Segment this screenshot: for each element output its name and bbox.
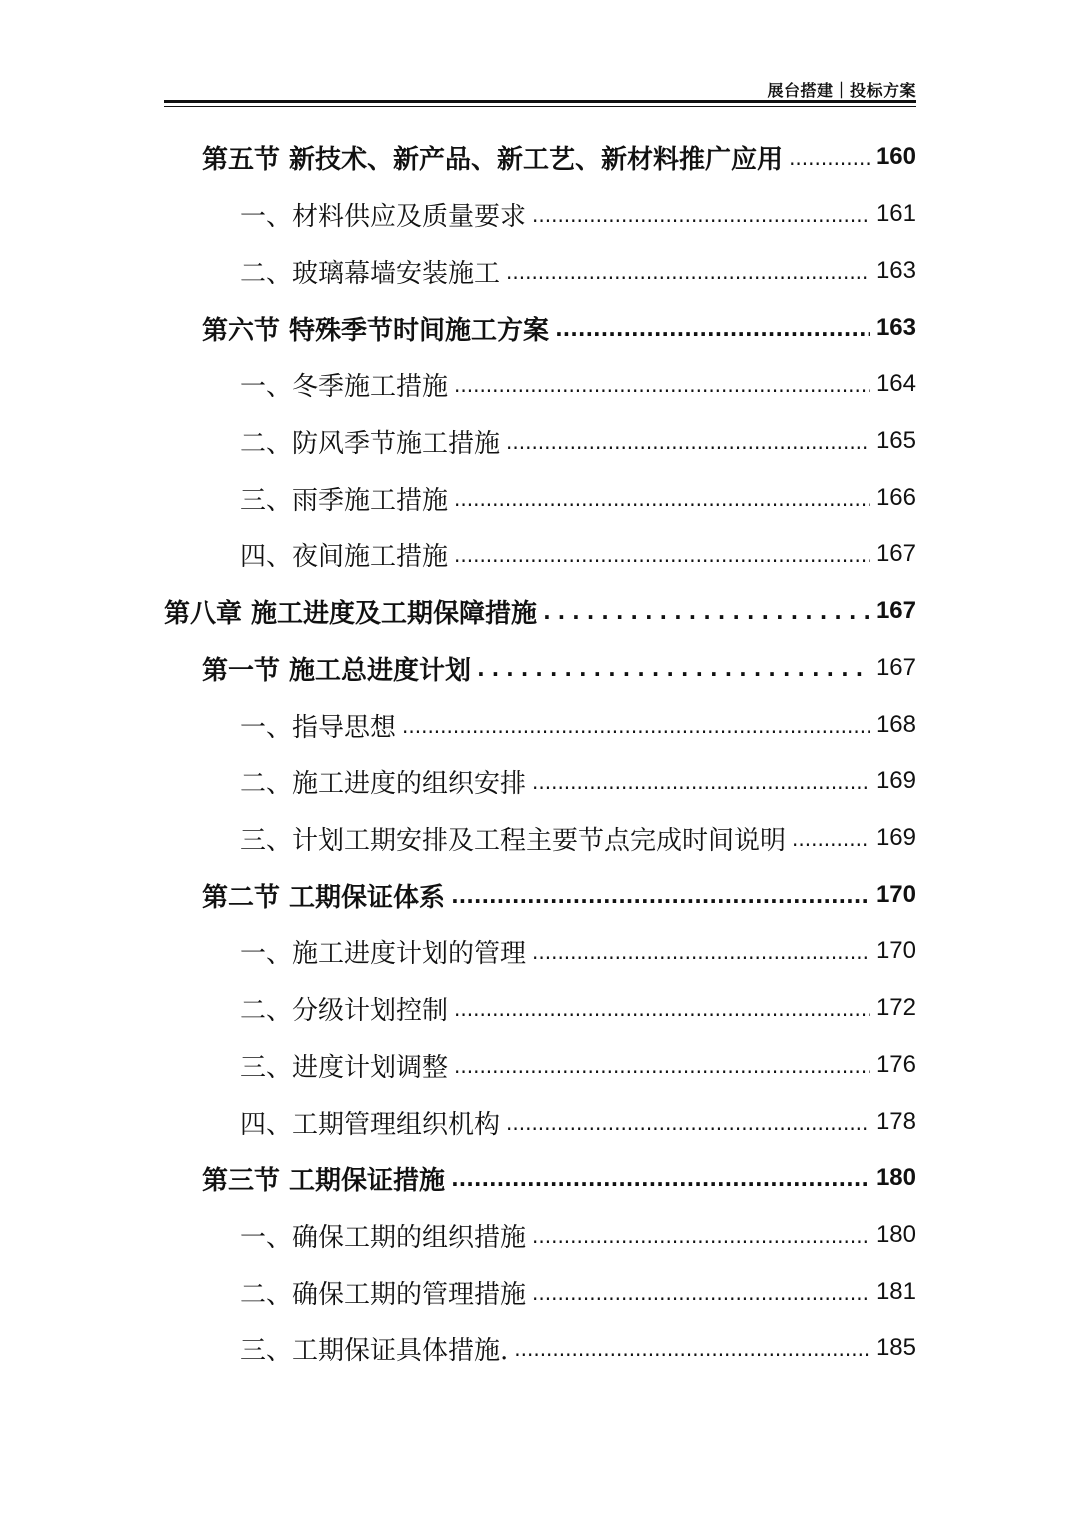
- toc-entry-title: 二、分级计划控制: [240, 995, 449, 1026]
- toc-entry-title: 第三节 工期保证措施: [202, 1165, 446, 1196]
- toc-entry[interactable]: [240, 1323, 916, 1373]
- toc-leader: [402, 714, 870, 750]
- toc-entry[interactable]: [240, 1267, 916, 1317]
- toc-entry-page: 178: [875, 1108, 916, 1135]
- toc-entry-page: 165: [875, 427, 916, 454]
- toc-entry[interactable]: [202, 132, 916, 182]
- toc-leader: [532, 203, 870, 239]
- toc-entry-page: 164: [875, 370, 916, 397]
- toc-entry-title: 二、确保工期的管理措施: [240, 1279, 527, 1310]
- toc-entry[interactable]: [202, 303, 916, 353]
- toc-entry-title: 三、工期保证具体措施.: [240, 1335, 509, 1366]
- toc-entry-page: 161: [875, 200, 916, 227]
- toc-entry-title: 二、防风季节施工措施: [240, 428, 501, 459]
- toc-leader: [454, 1054, 870, 1090]
- toc-entry-title: 第六节 特殊季节时间施工方案: [202, 315, 550, 346]
- toc-entry[interactable]: [240, 1210, 916, 1260]
- toc-entry[interactable]: [240, 359, 916, 409]
- toc-leader: [454, 373, 870, 409]
- toc-entry[interactable]: [164, 586, 916, 636]
- toc-entry-title: 一、冬季施工措施: [240, 371, 449, 402]
- toc-entry-title: 四、工期管理组织机构: [240, 1109, 501, 1140]
- toc-leader: [532, 1224, 870, 1260]
- toc-entry-title: 一、施工进度计划的管理: [240, 938, 527, 969]
- toc-entry-title: 第一节 施工总进度计划: [202, 655, 472, 686]
- toc-entry[interactable]: [202, 870, 916, 920]
- toc-entry[interactable]: [202, 1153, 916, 1203]
- toc-leader: [451, 884, 870, 920]
- toc-entry[interactable]: [240, 983, 916, 1033]
- toc-entry-page: 168: [875, 711, 916, 738]
- toc-entry[interactable]: [240, 416, 916, 466]
- toc-leader: [477, 657, 870, 693]
- toc-entry-page: 181: [875, 1278, 916, 1305]
- toc-entry-page: 163: [875, 257, 916, 284]
- toc-leader: [532, 770, 870, 806]
- toc-entry[interactable]: [240, 1040, 916, 1090]
- toc-leader: [454, 487, 870, 523]
- toc-entry-title: 三、计划工期安排及工程主要节点完成时间说明: [240, 825, 787, 856]
- toc-entry[interactable]: [240, 813, 916, 863]
- toc-entry[interactable]: [240, 756, 916, 806]
- toc-entry[interactable]: [202, 643, 916, 693]
- toc-entry-page: 166: [875, 484, 916, 511]
- toc-entry-page: 170: [875, 881, 916, 908]
- toc-entry-title: 一、材料供应及质量要求: [240, 201, 527, 232]
- toc-entry-page: 167: [875, 597, 916, 624]
- toc-leader: [506, 430, 870, 466]
- header-title: 展台搭建｜投标方案: [767, 81, 916, 100]
- toc-leader: [543, 600, 870, 636]
- toc-entry-page: 169: [875, 824, 916, 851]
- toc-entry-page: 167: [875, 654, 916, 681]
- toc-entry-title: 一、指导思想: [240, 712, 397, 743]
- toc-entry[interactable]: [240, 700, 916, 750]
- toc-entry[interactable]: [240, 1097, 916, 1147]
- toc-entry-title: 二、玻璃幕墙安装施工: [240, 258, 501, 289]
- toc-entry-title: 第二节 工期保证体系: [202, 882, 446, 913]
- toc-leader: [532, 940, 870, 976]
- toc-entry[interactable]: [240, 246, 916, 296]
- toc-leader: [451, 1167, 870, 1203]
- header-rule-thick: [164, 100, 916, 103]
- toc-entry-page: 160: [875, 143, 916, 170]
- toc-entry-title: 第五节 新技术、新产品、新工艺、新材料推广应用: [202, 144, 784, 175]
- toc-entry-page: 170: [875, 937, 916, 964]
- toc-entry-title: 第八章 施工进度及工期保障措施: [164, 598, 538, 629]
- header-rule-thin: [164, 106, 916, 107]
- toc-leader: [789, 146, 870, 182]
- toc-leader: [792, 827, 870, 863]
- toc-leader: [506, 1111, 870, 1147]
- toc-leader: [555, 317, 870, 353]
- toc-leader: [532, 1281, 870, 1317]
- toc-entry-page: 167: [875, 540, 916, 567]
- toc-entry-title: 一、确保工期的组织措施: [240, 1222, 527, 1253]
- toc-entry-page: 172: [875, 994, 916, 1021]
- toc-leader: [454, 997, 870, 1033]
- toc-entry-title: 二、施工进度的组织安排: [240, 768, 527, 799]
- toc-entry[interactable]: [240, 473, 916, 523]
- toc-entry-page: 185: [875, 1334, 916, 1361]
- toc-leader: [514, 1337, 870, 1373]
- toc-entry-page: 180: [875, 1221, 916, 1248]
- toc-entry-title: 四、夜间施工措施: [240, 541, 449, 572]
- toc-entry-page: 176: [875, 1051, 916, 1078]
- toc-entry[interactable]: [240, 926, 916, 976]
- toc-leader: [454, 543, 870, 579]
- toc-entry[interactable]: [240, 529, 916, 579]
- toc-entry-title: 三、雨季施工措施: [240, 485, 449, 516]
- toc-entry-title: 三、进度计划调整: [240, 1052, 449, 1083]
- toc-entry-page: 169: [875, 767, 916, 794]
- toc-entry[interactable]: [240, 189, 916, 239]
- toc-entry-page: 180: [875, 1164, 916, 1191]
- toc-entry-page: 163: [875, 314, 916, 341]
- toc-leader: [506, 260, 870, 296]
